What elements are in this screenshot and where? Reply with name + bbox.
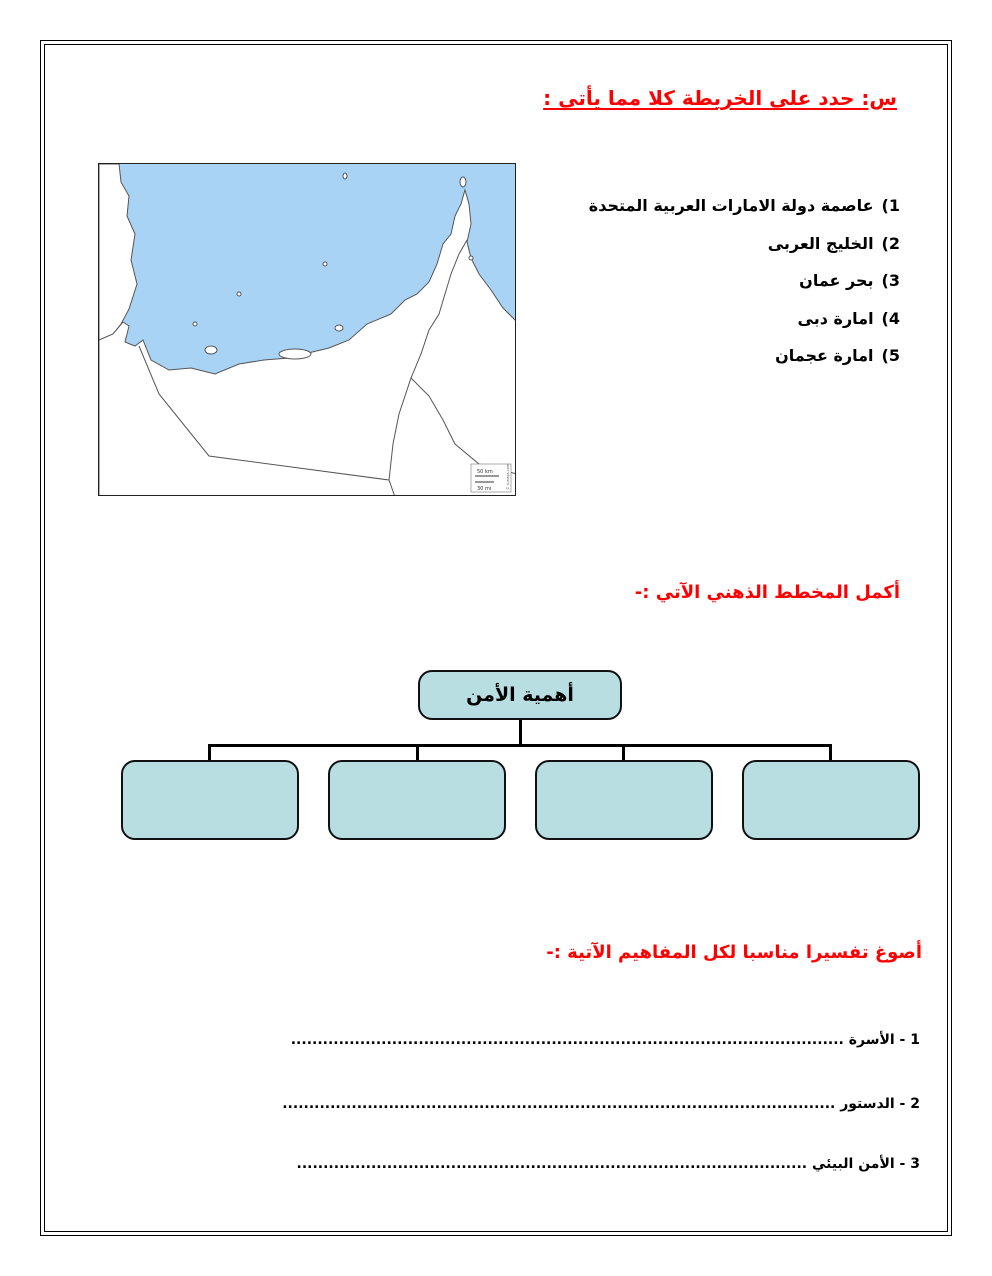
map-items-list [589, 196, 900, 384]
mind-map-child-box[interactable] [535, 760, 713, 840]
map-credit: © d-maps.com [506, 463, 510, 490]
question-title: س: حدد على الخريطة كلا مما يأتى : [543, 86, 897, 110]
connector-bar [208, 744, 832, 747]
mind-map-root-label: أهمية الأمن [466, 684, 574, 706]
island [279, 349, 311, 359]
definition-label: 2 - الدستور [840, 1096, 920, 1112]
definition-label: 3 - الأمن البيئي [811, 1156, 920, 1172]
list-item: 2)الخليج العربى [767, 233, 900, 253]
scale-mi: 30 mi [477, 486, 492, 492]
mind-map-child-box[interactable] [328, 760, 506, 840]
definition-label: 1 - الأسرة [848, 1032, 920, 1048]
uae-map-svg [99, 164, 516, 496]
connector-drop [622, 744, 625, 761]
definition-item [282, 1096, 920, 1112]
connector-drop [829, 744, 832, 761]
definition-blank[interactable]: ........................................................................................................ [290, 1032, 844, 1048]
connector-drop [208, 744, 211, 761]
island [335, 325, 343, 331]
scale-km: 50 km [477, 469, 493, 475]
island [343, 173, 347, 179]
mind-map-child-box[interactable] [742, 760, 920, 840]
definition-blank[interactable]: ........................................................................................................ [282, 1096, 836, 1112]
definition-item [291, 1032, 920, 1048]
connector-stem [519, 720, 522, 745]
definition-item [297, 1156, 920, 1172]
list-item: 3)بحر عمان [799, 271, 900, 290]
list-item: 5)امارة عجمان [775, 346, 900, 365]
island [205, 346, 217, 354]
island [237, 292, 241, 296]
list-item: 1)عاصمة دولة الامارات العربية المتحدة [588, 196, 900, 215]
mind-map-root-box [418, 670, 622, 720]
uae-outline-map [98, 163, 516, 496]
island [193, 322, 197, 326]
mind-map-title: أكمل المخطط الذهني الآتي :- [634, 582, 900, 603]
list-item: 4)امارة دبى [797, 308, 900, 328]
island [469, 256, 473, 260]
definitions-title: أصوغ تفسيرا مناسبا لكل المفاهيم الآتية :- [546, 942, 922, 963]
definition-blank[interactable]: ................................................................................................ [296, 1156, 808, 1172]
connector-drop [416, 744, 419, 761]
island [323, 262, 327, 266]
island [460, 177, 466, 187]
mind-map-child-box[interactable] [121, 760, 299, 840]
